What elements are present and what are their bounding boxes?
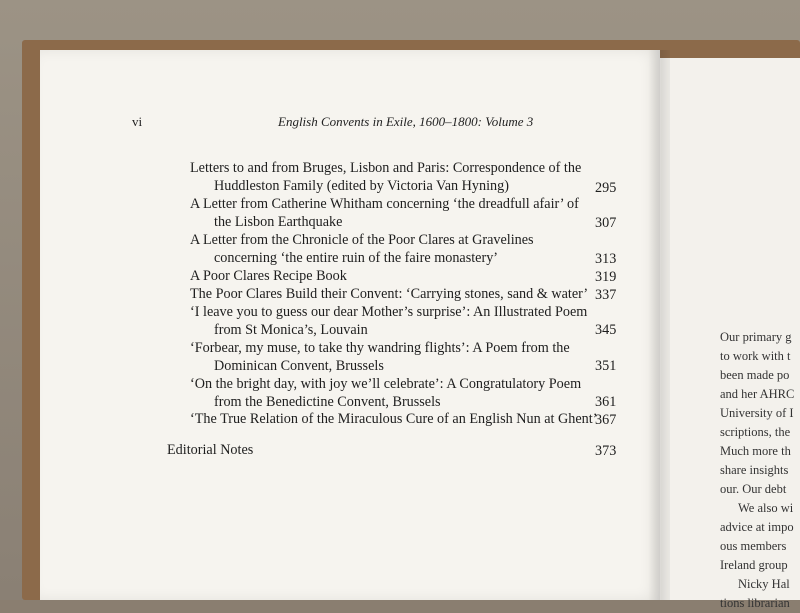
toc-page-number: 367 [595, 412, 617, 428]
toc-entry-line: Huddleston Family (edited by Victoria Van Hyning) [214, 178, 509, 194]
toc-entry-line: A Letter from Catherine Whitham concerning ‘the dreadfull afair’ of [190, 196, 579, 212]
folio-number: vi [132, 114, 143, 129]
running-title: English Convents in Exile, 1600–1800: Volume 3 [278, 114, 534, 129]
toc-entry-line: from St Monica’s, Louvain [214, 322, 368, 338]
toc-page-number: 307 [595, 215, 617, 231]
right-page-line: University of I [720, 406, 794, 420]
toc-entry-line: ‘On the bright day, with joy we’ll celebrate’: A Congratulatory Poem [190, 376, 582, 392]
right-page-line: tions librarian [720, 596, 790, 610]
toc-page-number: 319 [595, 269, 617, 285]
right-page-line: scriptions, the [720, 425, 791, 439]
right-page-line: Much more th [720, 444, 791, 458]
right-page-text [720, 328, 800, 613]
right-page-line: Ireland group [720, 558, 788, 572]
editorial-notes-page: 373 [595, 443, 617, 459]
show-through-text [300, 482, 303, 497]
right-page-line: advice at impo [720, 520, 794, 534]
right-page-line: and her AHRC [720, 387, 795, 401]
right-page-line: share insights [720, 463, 789, 477]
toc-entry-line: A Letter from the Chronicle of the Poor Clares at Gravelines [190, 232, 534, 248]
right-page-line: to work with t [720, 349, 791, 363]
toc-entry-line: Dominican Convent, Brussels [214, 358, 384, 374]
right-page-line: Nicky Hal [738, 577, 790, 591]
toc-entry-line: ‘Forbear, my muse, to take thy wandring flights’: A Poem from the [190, 340, 570, 356]
right-page-line: our. Our debt [720, 482, 787, 496]
toc-entry-line: Letters to and from Bruges, Lisbon and Paris: Correspondence of the [190, 160, 582, 176]
toc-page-number: 351 [595, 358, 617, 374]
toc-page-number: 337 [595, 287, 617, 303]
right-page-line: We also wi [738, 501, 794, 515]
toc-entry-line: A Poor Clares Recipe Book [190, 268, 347, 284]
toc-entry-line: from the Benedictine Convent, Brussels [214, 394, 441, 410]
right-page-line: ous members [720, 539, 787, 553]
toc-page-number: 313 [595, 251, 617, 267]
right-page-line: been made po [720, 368, 790, 382]
editorial-notes-label: Editorial Notes [167, 442, 254, 458]
toc-entry-line: ‘The True Relation of the Miraculous Cure of an English Nun at Ghent’ [190, 411, 598, 427]
toc-page-number: 295 [595, 180, 617, 196]
book-gutter [648, 50, 670, 600]
toc-entry-line: the Lisbon Earthquake [214, 214, 343, 230]
toc-page-number: 361 [595, 394, 617, 410]
toc-entry-line: The Poor Clares Build their Convent: ‘Carrying stones, sand & water’ [190, 286, 589, 302]
right-page-line: Our primary g [720, 330, 792, 344]
toc-page-number: 345 [595, 322, 617, 338]
toc-entry-line: concerning ‘the entire ruin of the faire monastery’ [214, 250, 499, 266]
toc-entry-line: ‘I leave you to guess our dear Mother’s surprise’: An Illustrated Poem [190, 304, 588, 320]
